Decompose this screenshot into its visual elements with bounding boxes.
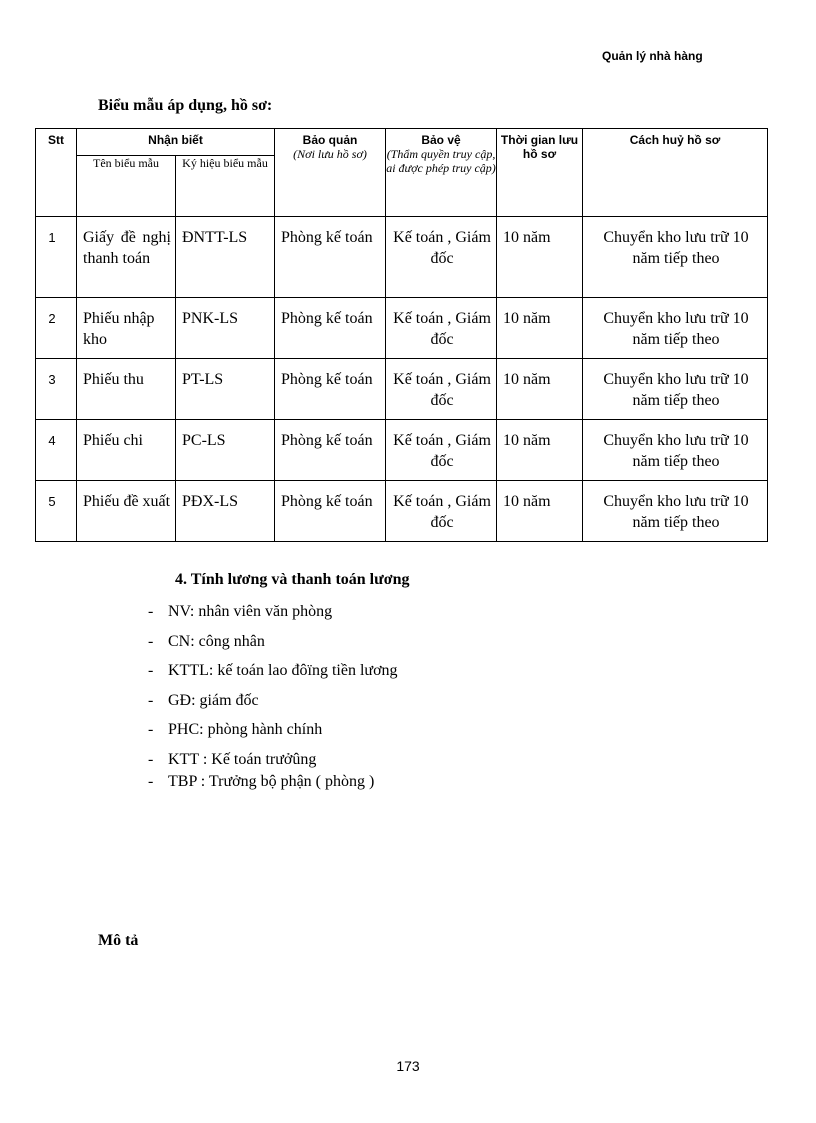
- list-item: [148, 660, 398, 690]
- definition-text: GĐ: giám đốc: [168, 691, 259, 709]
- records-table: [35, 128, 768, 542]
- cell-bao-quan: Phòng kế toán: [275, 481, 386, 542]
- cell-ky-hieu: ĐNTT-LS: [176, 217, 275, 298]
- cell-bao-ve: Kế toán , Giám đốc: [386, 359, 497, 420]
- cell-ten: Phiếu chi: [77, 420, 176, 481]
- cell-ten: Giấy đề nghị thanh toán: [77, 217, 176, 298]
- list-item: [148, 601, 398, 631]
- header-ten-bieu-mau: Tên biểu mẫu: [77, 156, 176, 217]
- definition-text: KTT : Kế toán trưởûng: [168, 750, 317, 768]
- table-row: [36, 481, 768, 542]
- header-bao-ve: [386, 129, 497, 217]
- cell-ky-hieu: PC-LS: [176, 420, 275, 481]
- bullet-dash: -: [148, 662, 154, 679]
- list-item: [148, 631, 398, 661]
- list-item: [148, 771, 398, 801]
- cell-stt: 2: [36, 298, 77, 359]
- bullet-dash: -: [148, 750, 154, 768]
- cell-thoi-gian: 10 năm: [497, 359, 583, 420]
- bullet-dash: -: [148, 691, 154, 709]
- cell-bao-ve: Kế toán , Giám đốc: [386, 298, 497, 359]
- cell-thoi-gian: 10 năm: [497, 420, 583, 481]
- table-row: [36, 298, 768, 359]
- header-nhan-biet: Nhận biết: [77, 129, 275, 156]
- list-item: [148, 749, 398, 771]
- definition-text: CN: công nhân: [168, 632, 265, 650]
- cell-bao-quan: Phòng kế toán: [275, 217, 386, 298]
- cell-bao-ve: Kế toán , Giám đốc: [386, 420, 497, 481]
- cell-stt: 5: [36, 481, 77, 542]
- header-bao-quan-label: Bảo quản: [302, 133, 358, 147]
- page-number: 173: [396, 1058, 420, 1074]
- cell-cach-huy: Chuyển kho lưu trữ 10 năm tiếp theo: [583, 217, 768, 298]
- cell-stt: 1: [36, 217, 77, 298]
- cell-ky-hieu: PT-LS: [176, 359, 275, 420]
- definitions-list: [148, 601, 398, 800]
- list-item: [148, 719, 398, 749]
- section-title: Biểu mẫu áp dụng, hồ sơ:: [98, 97, 273, 114]
- running-header: Quản lý nhà hàng: [602, 49, 703, 63]
- header-stt: Stt: [36, 129, 77, 217]
- subsection-title: 4. Tính lương và thanh toán lương: [175, 571, 410, 588]
- header-ky-hieu: Ký hiệu biểu mẫu: [176, 156, 275, 217]
- bullet-dash: -: [148, 632, 154, 650]
- bullet-dash: -: [148, 603, 154, 620]
- list-item: [148, 690, 398, 720]
- bullet-dash: -: [148, 772, 154, 790]
- cell-ten: Phiếu nhập kho: [77, 298, 176, 359]
- cell-bao-ve: Kế toán , Giám đốc: [386, 481, 497, 542]
- definition-text: TBP : Trưởng bộ phận ( phòng ): [168, 772, 375, 790]
- header-cach-huy: Cách huỷ hồ sơ: [583, 129, 768, 217]
- cell-ky-hieu: PĐX-LS: [176, 481, 275, 542]
- description-heading: Mô tả: [98, 932, 139, 949]
- definition-text: NV: nhân viên văn phòng: [168, 603, 333, 620]
- cell-ky-hieu: PNK-LS: [176, 298, 275, 359]
- table-row: [36, 217, 768, 298]
- cell-thoi-gian: 10 năm: [497, 481, 583, 542]
- cell-stt: 4: [36, 420, 77, 481]
- cell-bao-quan: Phòng kế toán: [275, 298, 386, 359]
- header-bao-ve-note: (Thẩm quyền truy cập, ai được phép truy cập): [386, 147, 496, 175]
- bullet-dash: -: [148, 721, 154, 738]
- cell-bao-quan: Phòng kế toán: [275, 420, 386, 481]
- cell-ten: Phiếu đề xuất: [77, 481, 176, 542]
- table-row: [36, 359, 768, 420]
- table-row: [36, 420, 768, 481]
- header-bao-ve-label: Bảo vệ: [421, 133, 461, 147]
- cell-bao-ve: Kế toán , Giám đốc: [386, 217, 497, 298]
- header-bao-quan: [275, 129, 386, 217]
- definition-text: PHC: phòng hành chính: [168, 721, 323, 738]
- header-bao-quan-note: (Nơi lưu hồ sơ): [293, 147, 367, 161]
- cell-stt: 3: [36, 359, 77, 420]
- cell-cach-huy: Chuyển kho lưu trữ 10 năm tiếp theo: [583, 420, 768, 481]
- header-thoi-gian: Thời gian lưu hồ sơ: [497, 129, 583, 217]
- cell-cach-huy: Chuyển kho lưu trữ 10 năm tiếp theo: [583, 481, 768, 542]
- cell-ten: Phiếu thu: [77, 359, 176, 420]
- cell-bao-quan: Phòng kế toán: [275, 359, 386, 420]
- cell-cach-huy: Chuyển kho lưu trữ 10 năm tiếp theo: [583, 359, 768, 420]
- cell-cach-huy: Chuyển kho lưu trữ 10 năm tiếp theo: [583, 298, 768, 359]
- cell-thoi-gian: 10 năm: [497, 217, 583, 298]
- definition-text: KTTL: kế toán lao đôïng tiền lương: [168, 662, 398, 679]
- cell-thoi-gian: 10 năm: [497, 298, 583, 359]
